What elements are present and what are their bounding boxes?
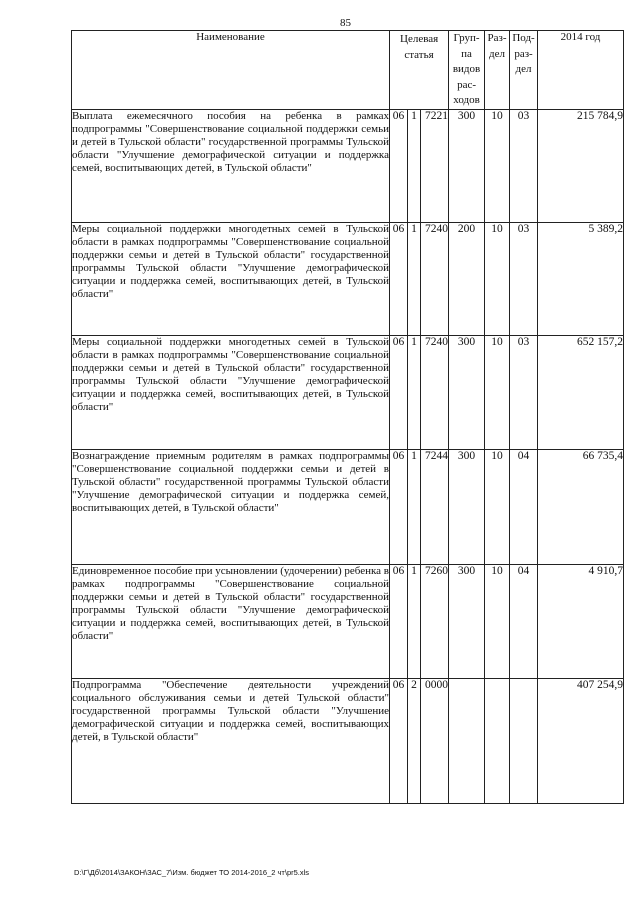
row-name: Меры социальной поддержки многодетных семей в Тульской области в рамках подпрограммы "Совершенствование социальной поддержки семьи и детей в Тульской области" государственной программы Тульской области "Улучшение демографической ситуации и поддержка семей, воспитывающих детей, в Тульской области" [72,335,390,449]
row-subsection: 03 [510,109,538,222]
table-row [72,564,624,678]
table-row [72,222,624,335]
row-code-direction: 0000 [421,678,449,803]
row-section: 10 [485,109,510,222]
row-amount: 4 910,7 [538,564,624,678]
row-name: Подпрограмма "Обеспечение деятельности учреждений социального обслуживания семьи и детей Тульской области" государственной программы Тульской области "Улучшение демографической ситуации и поддержка семей, воспитывающих детей, в Тульской области" [72,678,390,803]
header-group: Груп- па видов рас- ходов [449,31,485,110]
row-subsection: 04 [510,449,538,564]
table-row [72,449,624,564]
row-amount: 5 389,2 [538,222,624,335]
row-name: Вознаграждение приемным родителям в рамках подпрограммы "Совершенствование социальной поддержки семьи и детей в Тульской области" государственной программы Тульской области "Улучшение демографической ситуации и поддержка семей, воспитывающих детей, в Тульской области" [72,449,390,564]
header-subsection: Под- раз- дел [510,31,538,110]
row-code-direction: 7244 [421,449,449,564]
row-code-program: 06 [390,335,408,449]
table-row [72,678,624,803]
row-code-program: 06 [390,564,408,678]
row-code-direction: 7260 [421,564,449,678]
row-amount: 652 157,2 [538,335,624,449]
row-name: Меры социальной поддержки многодетных семей в Тульской области в рамках подпрограммы "Совершенствование социальной поддержки семьи и детей в Тульской области" государственной программы Тульской области "Улучшение демографической ситуации и поддержка семей, воспитывающих детей, в Тульской области" [72,222,390,335]
row-group: 300 [449,109,485,222]
row-code-subprogram: 2 [408,678,421,803]
row-name: Единовременное пособие при усыновлении (удочерении) ребенка в рамках подпрограммы "Совершенствование социальной поддержки семьи и детей в Тульской области" государственной программы Тульской области "Улучшение демографической ситуации и поддержка семей, воспитывающих детей, в Тульской области" [72,564,390,678]
header-amount: 2014 год [538,31,624,110]
row-code-subprogram: 1 [408,564,421,678]
row-amount: 407 254,9 [538,678,624,803]
row-group: 200 [449,222,485,335]
row-code-direction: 7240 [421,335,449,449]
row-section: 10 [485,335,510,449]
header-name: Наименование [72,31,390,110]
row-group: 300 [449,564,485,678]
row-code-subprogram: 1 [408,335,421,449]
table-row [72,335,624,449]
row-code-subprogram: 1 [408,222,421,335]
table-header-row [72,31,624,110]
row-code-subprogram: 1 [408,449,421,564]
table-row [72,109,624,222]
row-group: 300 [449,449,485,564]
header-section: Раз- дел [485,31,510,110]
row-subsection: 03 [510,335,538,449]
row-section: 10 [485,222,510,335]
row-section [485,678,510,803]
row-code-program: 06 [390,109,408,222]
row-subsection [510,678,538,803]
row-code-direction: 7221 [421,109,449,222]
row-section: 10 [485,564,510,678]
row-subsection: 04 [510,564,538,678]
row-code-program: 06 [390,678,408,803]
page-number: 85 [340,17,351,29]
row-section: 10 [485,449,510,564]
row-amount: 66 735,4 [538,449,624,564]
budget-table [71,30,624,804]
row-subsection: 03 [510,222,538,335]
row-group [449,678,485,803]
row-name: Выплата ежемесячного пособия на ребенка в рамках подпрограммы "Совершенствование социальной поддержки семьи и детей в Тульской области" государственной программы Тульской области "Улучшение демографической ситуации и поддержка семей, воспитывающих детей, в Тульской области" [72,109,390,222]
footer-file-path: D:\Г\Дб\2014\ЗАКОН\ЗАС_7\Изм. бюджет ТО 2014-2016_2 чт\pr5.xls [74,868,310,877]
row-code-subprogram: 1 [408,109,421,222]
row-amount: 215 784,9 [538,109,624,222]
row-code-program: 06 [390,222,408,335]
header-target: Целевая статья [390,31,449,110]
row-code-program: 06 [390,449,408,564]
row-code-direction: 7240 [421,222,449,335]
row-group: 300 [449,335,485,449]
